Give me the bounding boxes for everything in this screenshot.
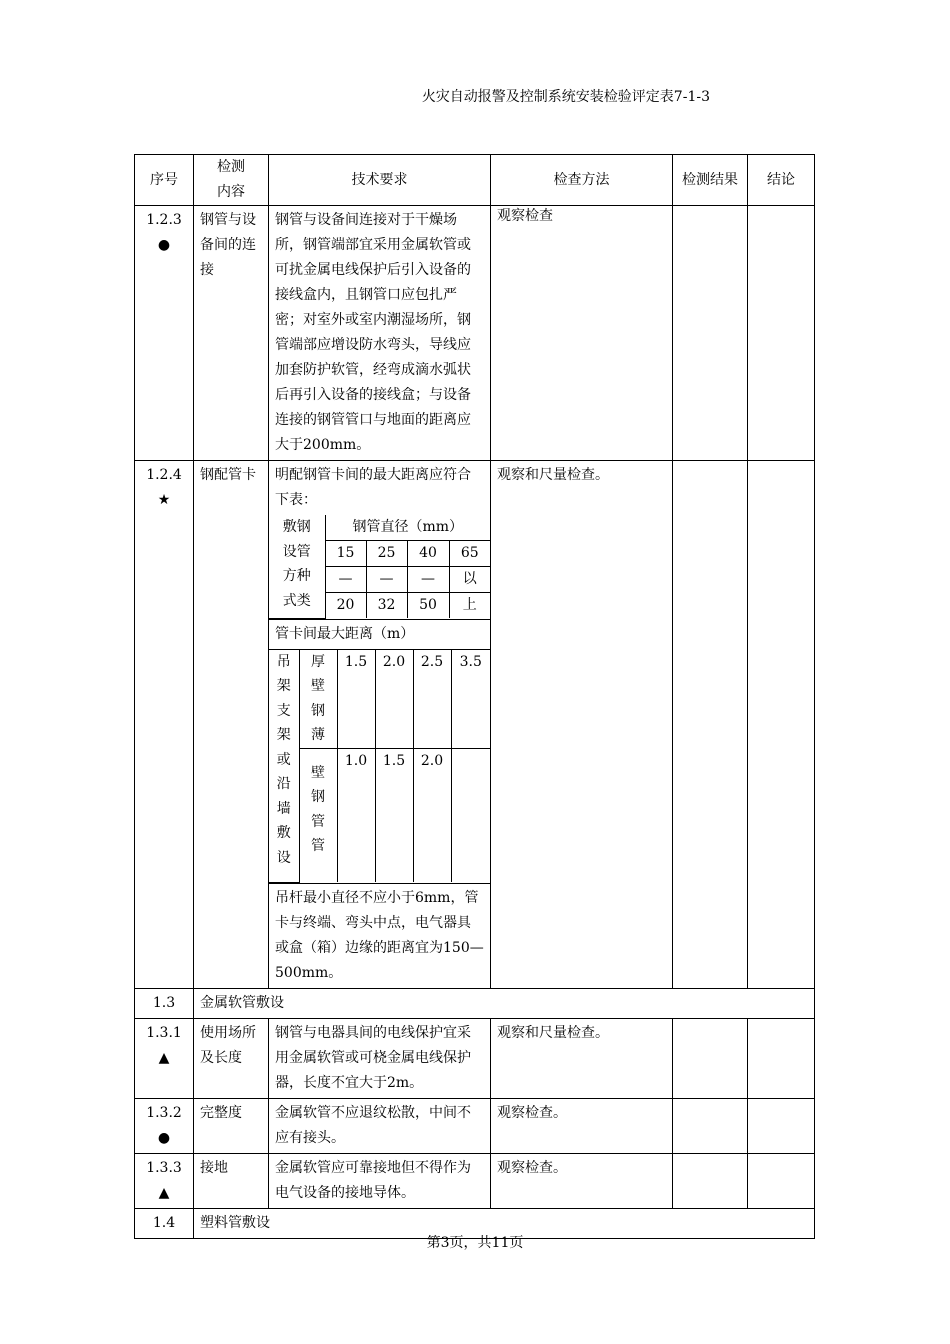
row-requirement: 钢管与电器具间的电线保护宜采用金属软管或可桡金属电线保护器，长度不宜大于2m。 (269, 1018, 491, 1098)
spec-diameter-header: 钢管直径（mm） (325, 515, 490, 541)
spec-diameter-cell: 65 (449, 541, 490, 567)
spec-diameter-cell: 50 (407, 593, 449, 619)
row-number: 1.2.4 ★ (135, 461, 194, 989)
header-item-line1: 检测 (217, 159, 245, 175)
section-row (135, 988, 815, 1018)
requirement-outro: 吊杆最小直径不应小于6mm，管卡与终端、弯头中点，电气器具或盒（箱）边缘的距离宜为150—500mm。 (269, 883, 490, 988)
mark-circle-icon: ● (157, 237, 171, 253)
section-title: 塑料管敷设 (194, 1208, 815, 1238)
row-requirement: 钢管与设备间连接对于干燥场所，钢管端部宜采用金属软管或可扰金属电线保护后引入设备的接线盒内，且钢管口应包扎严密；对室外或室内潮湿场所，钢管端部应增设防水弯头，导线应加套防护软管，经弯成滴水弧状后再引入设备的接线盒；与设备连接的钢管管口与地面的距离应大于200mm。 (269, 206, 491, 461)
spec-method-type-label: 敷钢设管方种式类 (269, 515, 325, 618)
mark-circle-icon: ● (157, 1129, 171, 1146)
row-number: 1.3.1 ▲ (135, 1018, 194, 1098)
row-conclusion (748, 461, 815, 989)
row-requirement: 金属软管应可靠接地但不得作为电气设备的接地导体。 (269, 1153, 491, 1208)
mark-star-icon: ★ (157, 492, 171, 508)
spec-distance-value: 3.5 (451, 650, 490, 749)
mark-triangle-icon: ▲ (158, 1184, 170, 1201)
spec-diameter-cell: 15 (325, 541, 366, 567)
row-item: 钢管与设备间的连接 (194, 206, 269, 461)
section-number: 1.4 (135, 1208, 194, 1238)
spec-diameter-cell: 以 (449, 567, 490, 593)
row-method: 观察和尺量检查。 (491, 1018, 673, 1098)
table-row (135, 1098, 815, 1153)
spec-thin-wall-label: 壁钢管管 (299, 748, 337, 882)
spec-diameter-cell: 20 (325, 593, 366, 619)
section-title: 金属软管敷设 (194, 988, 815, 1018)
table-row (135, 206, 815, 461)
row-conclusion (748, 206, 815, 461)
spec-thick-wall-label: 厚壁钢薄 (299, 650, 337, 749)
header-conclusion: 结论 (748, 155, 815, 206)
requirement-intro: 明配钢管卡间的最大距离应符合下表： (275, 467, 471, 508)
mark-triangle-icon: ▲ (158, 1049, 170, 1066)
spec-diameter-cell: 32 (366, 593, 407, 619)
inspection-table (134, 154, 815, 1239)
row-number: 1.3.2 ● (135, 1098, 194, 1153)
row-item: 接地 (194, 1153, 269, 1208)
row-result (673, 1098, 748, 1153)
spec-diameter-cell: 25 (366, 541, 407, 567)
row-result (673, 206, 748, 461)
spec-distance-value: 1.5 (337, 650, 375, 749)
row-method: 观察检查 (491, 206, 673, 461)
row-item: 钢配管卡 (194, 461, 269, 989)
spec-diameter-cell: 40 (407, 541, 449, 567)
header-requirement: 技术要求 (269, 155, 491, 206)
table-row (135, 1018, 815, 1098)
row-method: 观察检查。 (491, 1153, 673, 1208)
spec-distance-label: 管卡间最大距离（m） (269, 619, 490, 650)
spec-distance-value: 2.0 (413, 748, 451, 882)
spec-table-diameter (269, 515, 490, 619)
header-result: 检测结果 (673, 155, 748, 206)
row-conclusion (748, 1018, 815, 1098)
header-no: 序号 (135, 155, 194, 206)
spec-distance-value: 2.0 (375, 650, 413, 749)
row-method: 观察和尺量检查。 (491, 461, 673, 989)
header-item-line2: 内容 (217, 184, 245, 200)
row-requirement (269, 461, 491, 989)
spec-diameter-cell: — (366, 567, 407, 593)
section-number: 1.3 (135, 988, 194, 1018)
row-item: 使用场所及长度 (194, 1018, 269, 1098)
row-number: 1.3.3 ▲ (135, 1153, 194, 1208)
table-header-row (135, 155, 815, 206)
row-result (673, 461, 748, 989)
row-requirement: 金属软管不应退纹松散，中间不应有接头。 (269, 1098, 491, 1153)
row-result (673, 1018, 748, 1098)
spec-distance-value: 1.5 (375, 748, 413, 882)
spec-install-method-label: 吊架支架或沿墙敷设 (269, 650, 299, 883)
table-row (135, 461, 815, 989)
spec-distance-value: 1.0 (337, 748, 375, 882)
row-conclusion (748, 1098, 815, 1153)
header-method: 检查方法 (491, 155, 673, 206)
spec-diameter-cell: — (407, 567, 449, 593)
row-conclusion (748, 1153, 815, 1208)
spec-distance-value: 2.5 (413, 650, 451, 749)
spec-distance-value (451, 748, 490, 882)
row-number: 1.2.3 ● (135, 206, 194, 461)
header-item (194, 155, 269, 206)
page-number: 第3页，共11页 (426, 1235, 524, 1251)
row-method: 观察检查。 (491, 1098, 673, 1153)
row-item: 完整度 (194, 1098, 269, 1153)
spec-diameter-cell: 上 (449, 593, 490, 619)
form-title: 火灾自动报警及控制系统安装检验评定表7-1-3 (421, 89, 710, 105)
table-row (135, 1153, 815, 1208)
row-result (673, 1153, 748, 1208)
spec-table-distance (269, 650, 490, 883)
spec-diameter-cell: — (325, 567, 366, 593)
